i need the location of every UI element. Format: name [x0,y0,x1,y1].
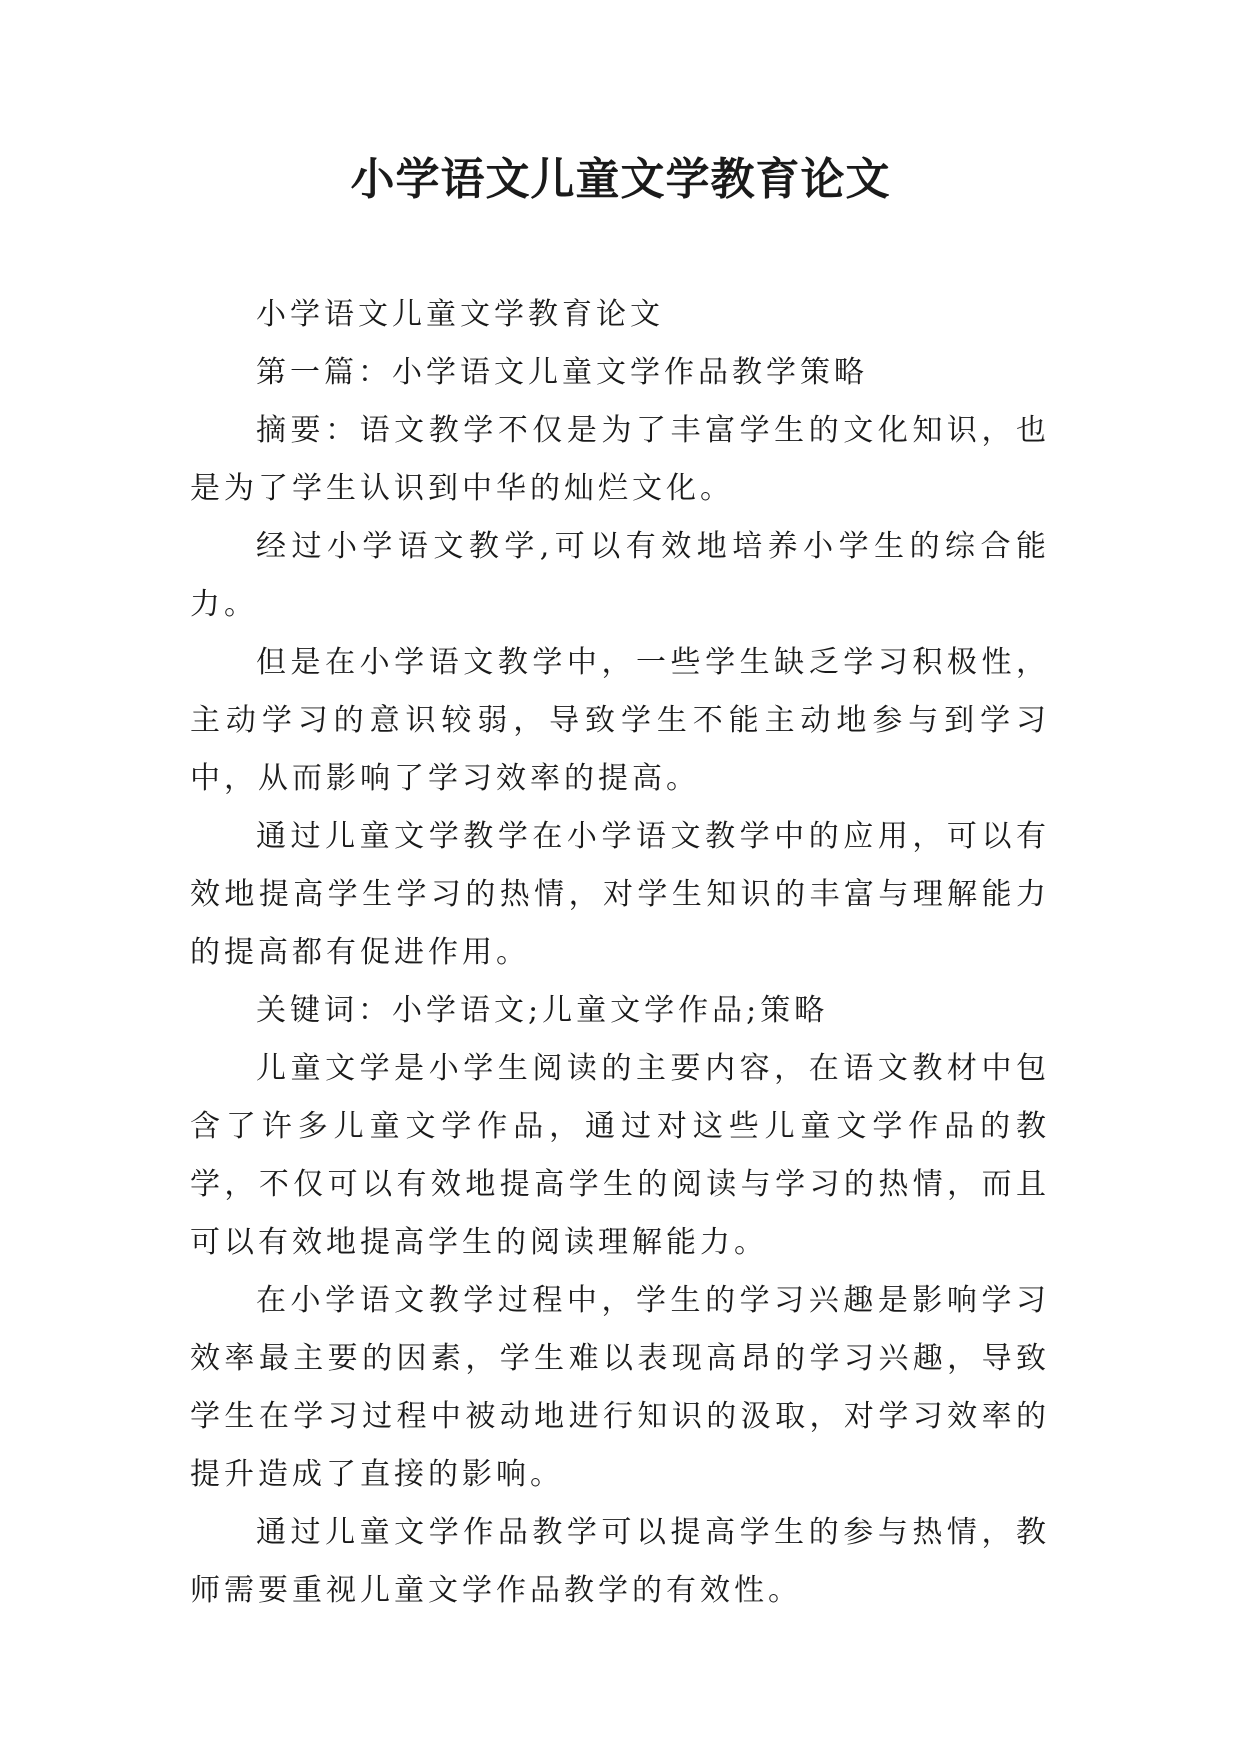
paragraph: 通过儿童文学作品教学可以提高学生的参与热情，教师需要重视儿童文学作品教学的有效性。 [190,1515,1050,1608]
document-title: 小学语文儿童文学教育论文 [350,154,891,205]
paragraph-keywords: 关键词：小学语文;儿童文学作品;策略 [256,993,829,1028]
paragraph: 但是在小学语文教学中，一些学生缺乏学习积极性，主动学习的意识较弱，导致学生不能主动地参与到学习中，从而影响了学习效率的提高。 [190,645,1050,796]
paragraph-abstract: 摘要：语文教学不仅是为了丰富学生的文化知识，也是为了学生认识到中华的灿烂文化。 [190,413,1050,506]
paragraph: 在小学语文教学过程中，学生的学习兴趣是影响学习效率最主要的因素，学生难以表现高昂的学习兴趣，导致学生在学习过程中被动地进行知识的汲取，对学习效率的提升造成了直接的影响。 [190,1283,1050,1492]
document-body [190,286,1050,1620]
paragraph-section-title: 第一篇：小学语文儿童文学作品教学策略 [256,355,868,390]
paragraph: 儿童文学是小学生阅读的主要内容，在语文教材中包含了许多儿童文学作品，通过对这些儿童文学作品的教学，不仅可以有效地提高学生的阅读与学习的热情，而且可以有效地提高学生的阅读理解能力。 [190,1051,1050,1260]
paragraph: 通过儿童文学教学在小学语文教学中的应用，可以有效地提高学生学习的热情，对学生知识的丰富与理解能力的提高都有促进作用。 [190,819,1050,970]
paragraph-heading: 小学语文儿童文学教育论文 [256,297,664,332]
paragraph: 经过小学语文教学,可以有效地培养小学生的综合能力。 [190,529,1050,622]
